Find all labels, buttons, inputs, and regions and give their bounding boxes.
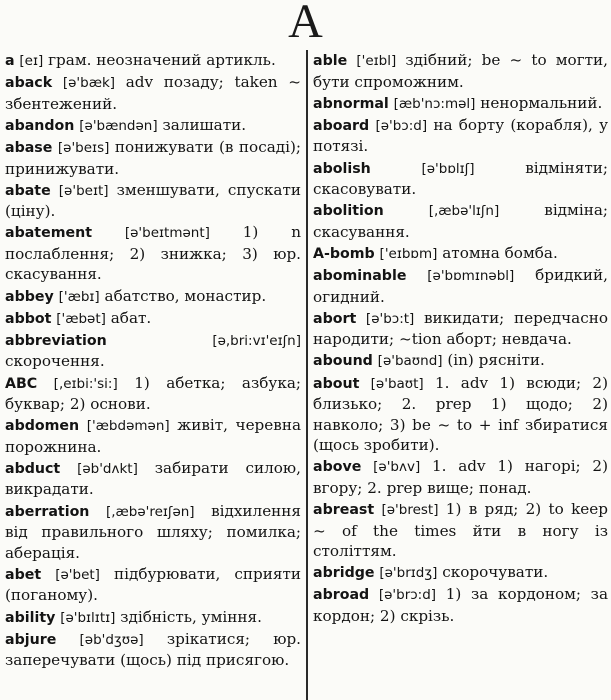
dictionary-entry — [313, 308, 608, 350]
entry-definition: 1) абетка; азбука; буквар; 2) основи. — [5, 373, 302, 414]
entry-transcription: ['eɪbɒm] — [379, 245, 438, 262]
entry-headword: abolition — [313, 203, 384, 220]
dictionary-entry — [5, 137, 301, 179]
entry-definition: відміна; скасування. — [313, 201, 608, 241]
entry-headword: ABC — [5, 375, 38, 392]
entry-definition: здібність, уміння. — [120, 607, 262, 626]
entry-definition: понижувати (в посаді); принижувати. — [5, 137, 302, 178]
entry-transcription: [,eɪbi:'si:] — [53, 375, 118, 392]
entry-definition: підбурювати, сприяти (поганому). — [5, 564, 301, 605]
entry-definition: ненормальний. — [480, 93, 603, 112]
dictionary-entry — [5, 415, 301, 457]
entry-transcription: [,æbə'lɪʃn] — [428, 203, 500, 220]
entry-definition: грам. неозначений артикль. — [48, 51, 276, 69]
dictionary-entry — [313, 584, 608, 626]
entry-transcription: [ə'bɒlɪʃ] — [421, 160, 475, 177]
entry-headword: about — [313, 375, 360, 392]
entry-headword: A-bomb — [313, 245, 375, 262]
entry-headword: abjure — [5, 631, 57, 648]
right-column — [313, 50, 608, 627]
dictionary-entry — [5, 330, 301, 372]
dictionary-entry — [313, 200, 608, 242]
dictionary-entry — [313, 456, 608, 498]
entry-headword: abnormal — [313, 95, 389, 112]
entry-definition: скорочувати. — [442, 563, 549, 582]
entry-definition: скорочення. — [5, 352, 105, 371]
entry-definition: живіт, черевна порожнина. — [5, 416, 301, 456]
dictionary-entry — [5, 180, 301, 222]
entry-definition: 1. adv 1) нагорі; 2) вгору; 2. prep вище; понад. — [313, 457, 609, 497]
entry-transcription: [eɪ] — [19, 53, 44, 69]
entry-transcription: [əb'dʒʊə] — [79, 631, 144, 648]
entry-headword: aberration — [5, 503, 90, 520]
entry-headword: abridge — [313, 565, 375, 582]
entry-definition: 1. adv 1) всюди; 2) близько; 2. prep 1) щодо; 2) навколо; 3) be ~ to + inf збиратися (щось зробити). — [313, 373, 609, 455]
entry-definition: здібний; be ~ to могти, бути спроможним. — [313, 51, 608, 91]
entry-transcription: ['eɪbl] — [356, 53, 397, 69]
entry-definition: зменшувати, спускати (ціну). — [5, 180, 302, 221]
entry-transcription: [ə'beɪt] — [58, 182, 109, 199]
entry-transcription: [ə'brɪdʒ] — [379, 565, 438, 582]
entry-headword: abolish — [313, 160, 371, 177]
entry-definition: викидати; передчасно народити; ~tion аборт; невдача. — [313, 308, 608, 349]
entry-headword: abduct — [5, 460, 61, 477]
entry-transcription: [ə'beɪtmənt] — [124, 225, 210, 242]
entry-headword: abatement — [5, 225, 92, 242]
entry-transcription: [ə'brɔ:d] — [378, 587, 437, 604]
entry-headword: abominable — [313, 268, 407, 285]
entry-transcription: [ə'bæk] — [62, 75, 116, 92]
dictionary-entry — [5, 50, 301, 72]
dictionary-entry — [5, 308, 301, 330]
dictionary-entry — [5, 72, 301, 114]
entry-definition: зрікатися; юр. заперечувати (щось) під присягою. — [5, 629, 302, 670]
entry-transcription: ['æbɪ] — [58, 288, 100, 305]
section-letter: A — [288, 0, 323, 48]
entry-headword: abet — [5, 566, 42, 583]
entry-headword: a — [5, 53, 15, 69]
entry-transcription: ['æbət] — [56, 310, 106, 327]
left-column — [5, 50, 301, 671]
dictionary-entry — [313, 243, 608, 265]
dictionary-entry — [5, 115, 301, 137]
dictionary-entry — [313, 93, 608, 115]
entry-definition: бридкий, огидний. — [313, 266, 608, 306]
entry-headword: abbreviation — [5, 332, 107, 349]
entry-definition: відміняти; скасовувати. — [313, 158, 608, 199]
dictionary-entry — [5, 458, 301, 500]
dictionary-entry — [313, 115, 608, 157]
entry-headword: above — [313, 459, 362, 476]
entry-definition: атомна бомба. — [442, 243, 558, 262]
entry-definition: (in) рясніти. — [447, 351, 545, 370]
entry-transcription: ['æbdəmən] — [86, 418, 170, 435]
entry-transcription: [ə'beɪs] — [57, 139, 110, 156]
entry-transcription: [ə'bʌv] — [373, 459, 421, 476]
dictionary-entry — [5, 629, 301, 671]
entry-definition: відхилення від правильного шляху; помилка; аберація. — [5, 501, 302, 562]
entry-definition: на борту (корабля), у потязі. — [313, 115, 609, 156]
dictionary-entry — [313, 499, 608, 562]
entry-transcription: [ə'baʊt] — [370, 375, 424, 392]
dictionary-entry — [5, 501, 301, 564]
entry-definition: 1) за кордоном; за кордон; 2) скрізь. — [313, 585, 609, 625]
entry-headword: abroad — [313, 587, 370, 604]
entry-definition: 1) n послаблення; 2) знижка; 3) юр. скасування. — [5, 223, 301, 284]
entry-transcription: [ə'bɒmɪnəbl] — [427, 268, 515, 285]
entry-transcription: [ə'brest] — [381, 502, 439, 519]
entry-headword: aboard — [313, 117, 370, 134]
entry-transcription: [ə'bɔ:t] — [365, 310, 415, 327]
dictionary-entry — [5, 286, 301, 308]
entry-definition: залишати. — [162, 115, 247, 134]
dictionary-entry — [5, 607, 301, 629]
entry-headword: abort — [313, 310, 357, 327]
dictionary-entry — [313, 50, 608, 92]
dictionary-entry — [313, 158, 608, 200]
entry-transcription: [ə'bɪlɪtɪ] — [60, 609, 116, 626]
dictionary-entry — [5, 222, 301, 285]
entry-headword: abase — [5, 139, 53, 156]
dictionary-entry — [313, 562, 608, 584]
entry-headword: abreast — [313, 502, 375, 519]
entry-transcription: [ə'bændən] — [79, 117, 158, 134]
dictionary-entry — [313, 373, 608, 456]
dictionary-entry — [313, 350, 608, 372]
entry-transcription: [æb'nɔ:məl] — [393, 95, 476, 112]
dictionary-entry — [5, 373, 301, 415]
entry-headword: abate — [5, 182, 51, 199]
entry-transcription: [ə'bɔ:d] — [375, 117, 428, 134]
dictionary-entry — [313, 265, 608, 307]
entry-headword: aback — [5, 75, 53, 92]
entry-headword: abbot — [5, 310, 52, 327]
dictionary-entry — [5, 564, 301, 606]
entry-definition: абат. — [110, 308, 152, 327]
entry-definition: adv позаду; taken ~ збентежений. — [5, 73, 301, 113]
entry-headword: abound — [313, 353, 373, 370]
entry-definition: абатство, монастир. — [104, 286, 267, 305]
entry-headword: abandon — [5, 117, 75, 134]
entry-transcription: [ə'baʊnd] — [377, 353, 443, 370]
entry-transcription: [əb'dʌkt] — [77, 460, 138, 477]
column-divider — [306, 50, 308, 700]
entry-transcription: [,æbə'reɪʃən] — [105, 503, 195, 520]
entry-transcription: [ə'bet] — [55, 566, 100, 583]
entry-definition: 1) в ряд; 2) to keep ~ of the times йти в ногу із століттям. — [313, 500, 608, 561]
entry-headword: abbey — [5, 288, 54, 305]
entry-headword: ability — [5, 609, 56, 626]
entry-headword: able — [313, 53, 348, 69]
entry-headword: abdomen — [5, 418, 80, 435]
entry-transcription: [ə,bri:vɪ'eɪʃn] — [212, 332, 301, 349]
entry-definition: забирати силою, викрадати. — [5, 458, 301, 499]
